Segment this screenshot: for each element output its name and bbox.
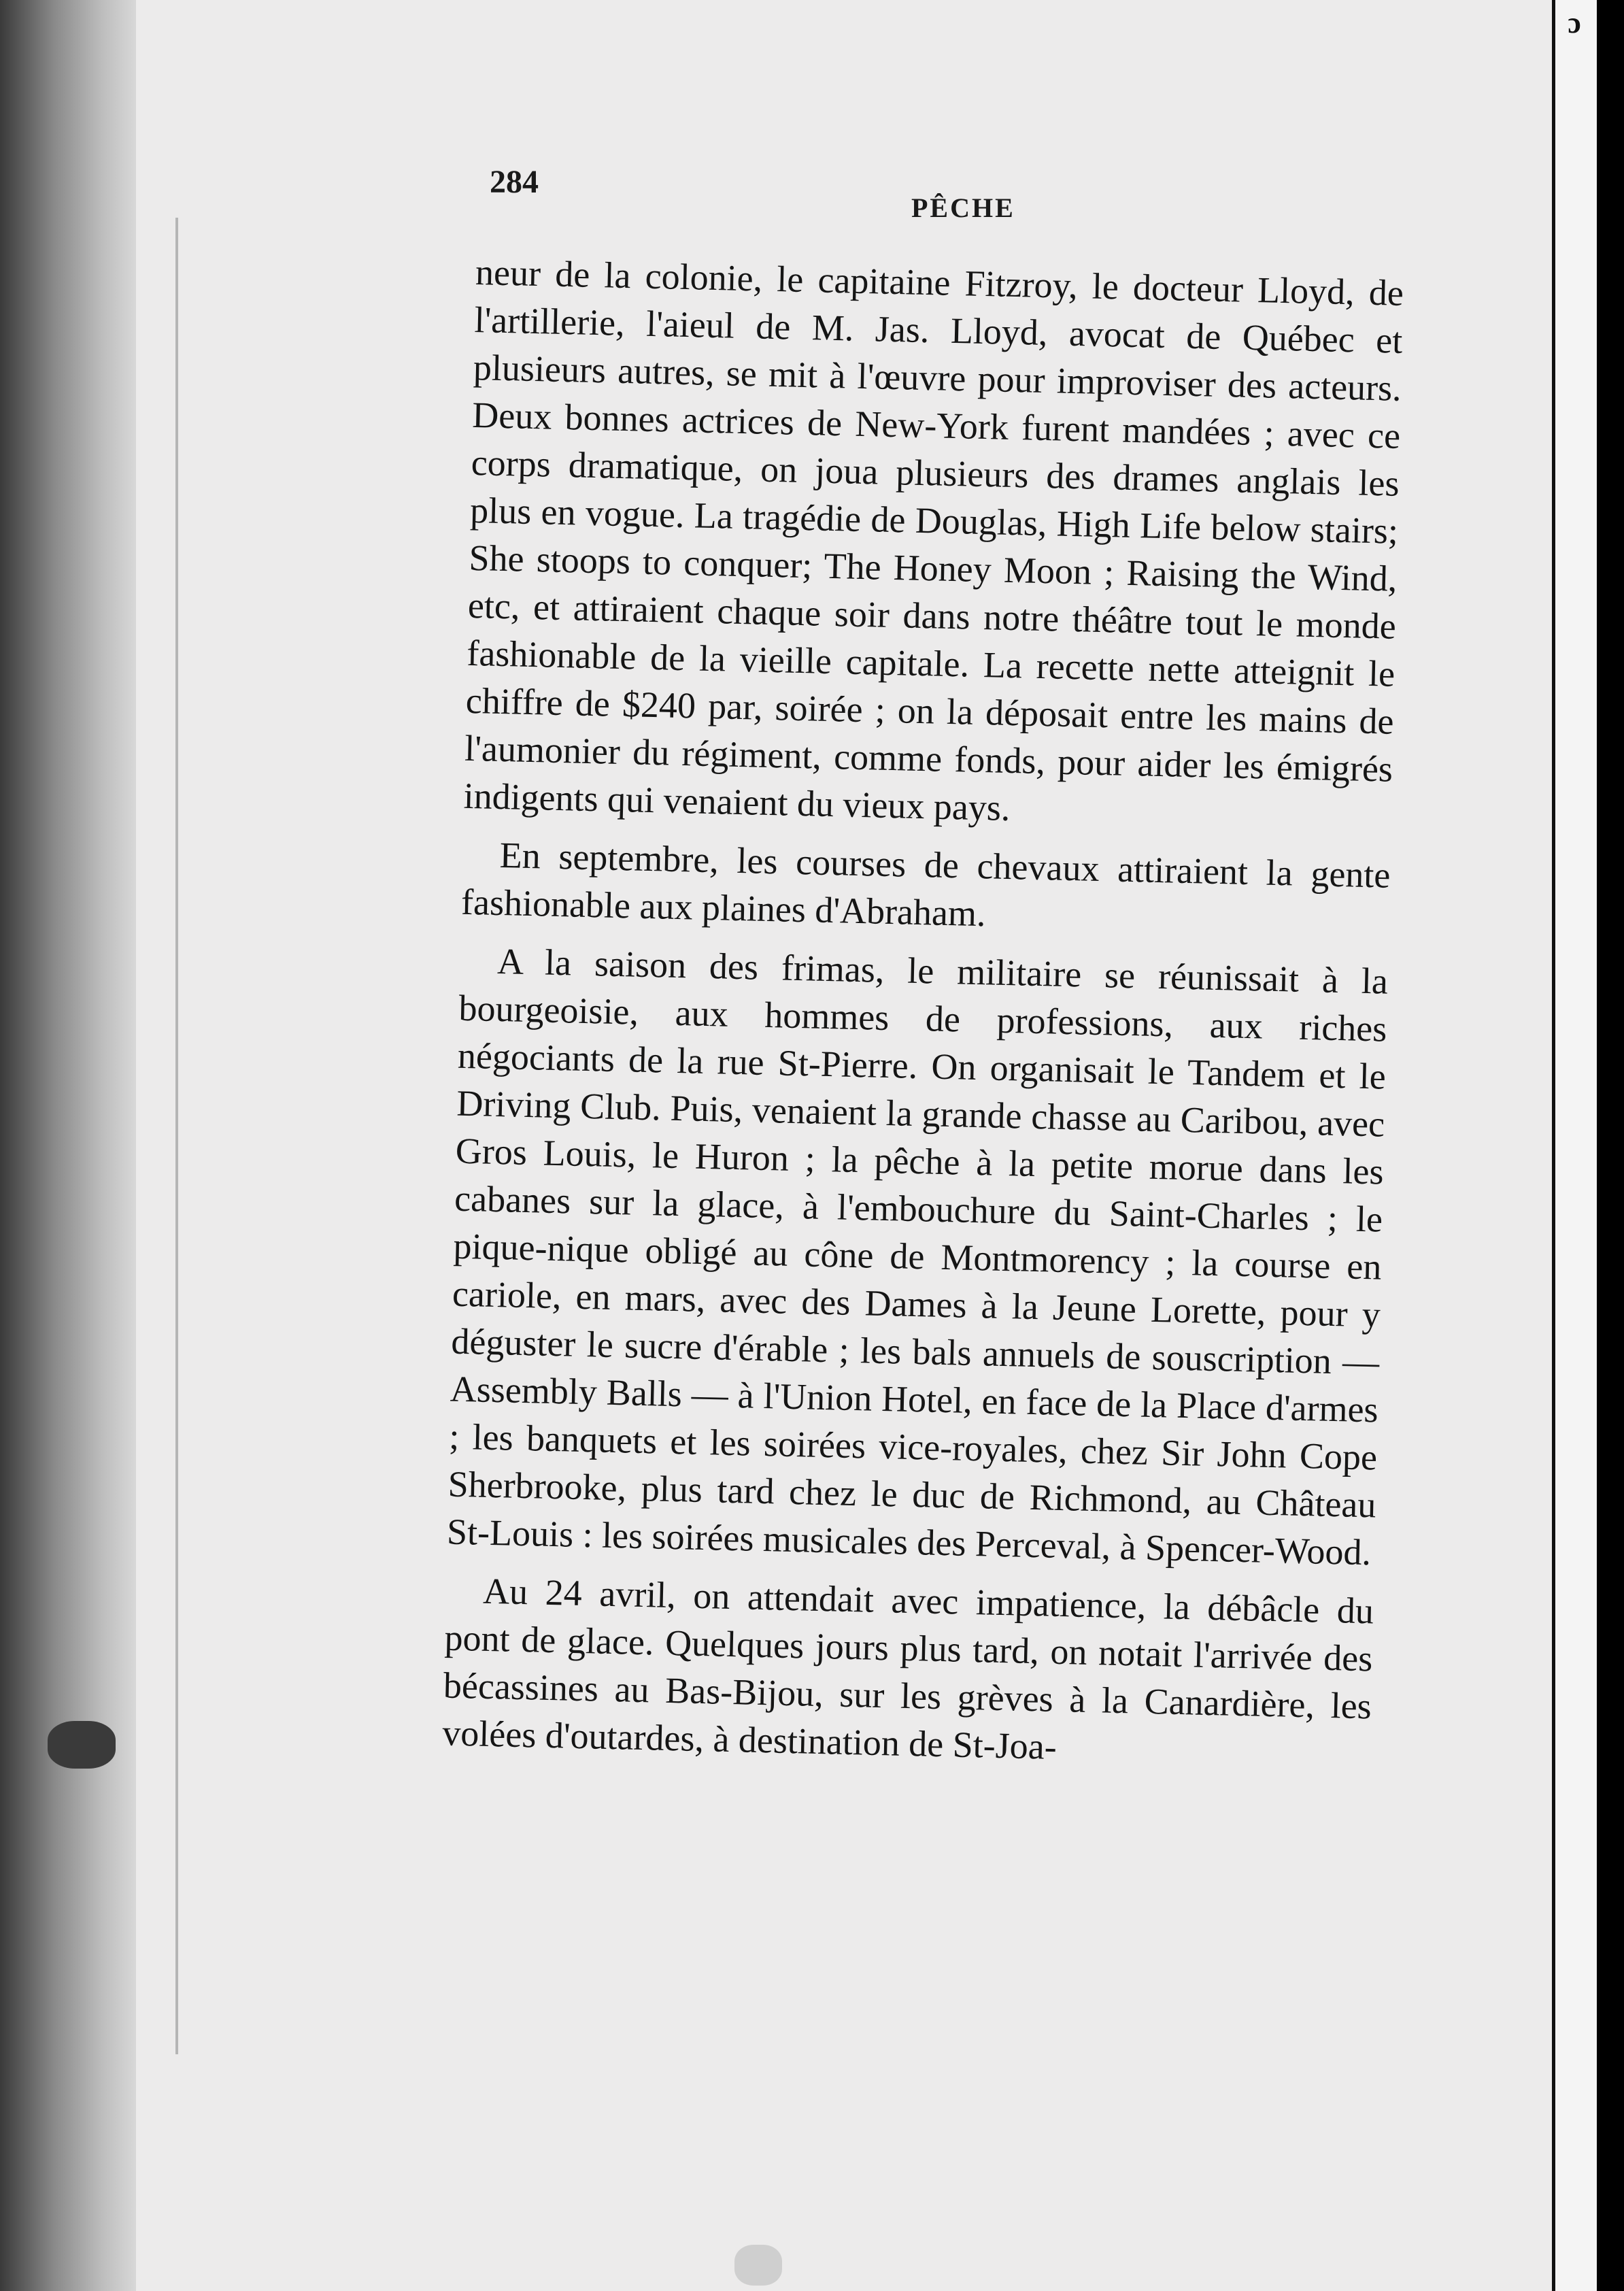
paragraph-3: A la saison des frimas, le militaire se réunissait à la bourgeoisie, aux hommes de professions, aux riches négociants de la rue St-Pierre. On organisait le Tandem et le Driving Club. Puis, venaient la grande chasse au Caribou, avec Gros Louis, le Huron ; la pêche à la petite morue dans les cabanes sur la glace, à l'embouchure du Saint-Charles ; le pique-nique obligé au cône de Montmorency ; la course en cariole, en mars, avec des Dames à la Jeune Lorette, pour y déguster le sucre d'érable ; les bals annuels de souscription — Assembly Balls — à l'Union Hotel, en face de la Place d'armes ; les banquets et les soirées vice-royales, chez Sir John Cope Sherbrooke, plus tard chez le duc de Richmond, au Château St-Louis : les soirées musicales des Perceval, à Spencer-Wood.	[446, 940, 1389, 1573]
corner-mark: ɔ	[1568, 6, 1581, 39]
paragraph-2: En septembre, les courses de chevaux attiraient la gente fashionable aux plaines d'Abraham.	[460, 835, 1391, 935]
paragraph-4: Au 24 avril, on attendait avec impatience, la débâcle du pont de glace. Quelques jours plus tard, on notait l'arrivée des bécassines au Bas-Bijou, sur les grèves à la Canardière, les volées d'outardes, à destination de St-Joa-	[441, 1570, 1374, 1767]
running-head: PÊCHE	[911, 193, 1015, 223]
gutter-line	[175, 218, 178, 2054]
scan-border	[1597, 0, 1624, 2291]
body-text	[441, 248, 1404, 1788]
book-spine-shadow	[0, 0, 136, 2291]
page-number: 284	[490, 164, 539, 200]
ink-blot-bottom	[734, 2245, 782, 2286]
ink-blot-left	[48, 1721, 116, 1769]
facing-page-edge	[1552, 0, 1600, 2291]
paragraph-1: neur de la colonie, le capitaine Fitzroy, le docteur Lloyd, de l'artillerie, l'aieul de M. Jas. Lloyd, avocat de Québec et plusieurs autres, se mit à l'œuvre pour improviser des acteurs. Deux bonnes actrices de New-York furent mandées ; avec ce corps dramatique, on joua plusieurs des drames anglais les plus en vogue. La tragédie de Douglas, High Life below stairs; She stoops to conquer; The Honey Moon ; Raising the Wind, etc, et attiraient chaque soir dans notre théâtre tout le monde fashionable de la vieille capitale. La recette nette atteignit le chiffre de $240 par, soirée ; on la déposait entre les mains de l'aumonier du régiment, comme fonds, pour aider les émigrés indigents qui venaient du vieux pays.	[463, 251, 1404, 829]
